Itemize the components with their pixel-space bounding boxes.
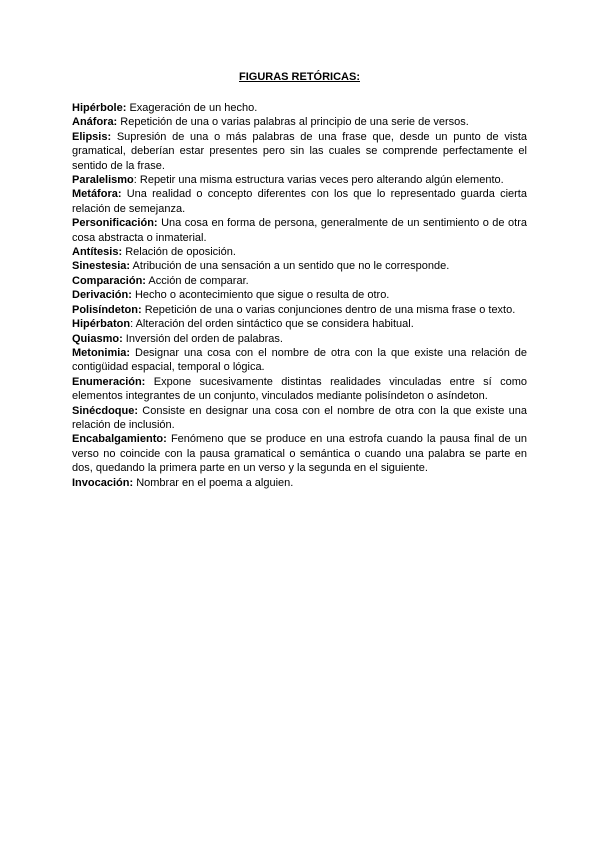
term: Anáfora: xyxy=(72,116,118,129)
definition-entry xyxy=(72,130,527,173)
term: Antítesis: xyxy=(72,246,123,259)
term: Paralelismo xyxy=(72,174,134,187)
term: Derivación: xyxy=(72,289,132,302)
term: Quiasmo: xyxy=(72,332,123,345)
definition: Una realidad o concepto diferentes con los que lo representado guarda cierta relación de semejanza. xyxy=(72,188,527,215)
definition-entry xyxy=(72,259,527,273)
document-page xyxy=(72,70,527,490)
definition-entry xyxy=(72,375,527,404)
document-title: FIGURAS RETÓRICAS: xyxy=(239,71,360,83)
definition-entry xyxy=(72,476,527,490)
definition: Una cosa en forma de persona, generalmente de un sentimiento o de otra cosa abstracta o inmaterial. xyxy=(72,217,527,244)
definition: Relación de oposición. xyxy=(125,246,236,259)
definition: Designar una cosa con el nombre de otra con la que existe una relación de contigüidad espacial, temporal o lógica. xyxy=(72,346,527,374)
definition-entry xyxy=(72,216,527,245)
definition-entry xyxy=(72,432,527,475)
term: Sinécdoque: xyxy=(72,404,139,417)
definition: Repetición de una o varias palabras al principio de una serie de versos. xyxy=(120,116,469,129)
definition-entry xyxy=(72,115,527,129)
definition-entry xyxy=(72,187,527,216)
term: Metáfora: xyxy=(72,188,122,201)
definition-entry xyxy=(72,317,527,331)
term: Encabalgamiento: xyxy=(72,433,167,446)
term: Sinestesia: xyxy=(72,260,131,273)
term: Comparación: xyxy=(72,274,146,287)
term: Invocación: xyxy=(72,476,134,489)
definition: Exageración de un hecho. xyxy=(129,102,258,114)
definition: Fenómeno que se produce en una estrofa cuando la pausa final de un verso no coincide con la pausa gramatical o semántica o cuando una palabra se parte en dos, quedando la primera parte en un verso y la segunda en el siguiente. xyxy=(72,433,527,475)
definition: : Repetir una misma estructura varias veces pero alterando algún elemento. xyxy=(133,174,504,187)
term: Polisíndeton: xyxy=(72,303,142,316)
term: Metonimia: xyxy=(72,346,131,359)
definition: : Alteración del orden sintáctico que se considera habitual. xyxy=(130,318,414,331)
definition-entry xyxy=(72,346,527,375)
definition-entry xyxy=(72,303,527,317)
definition: Nombrar en el poema a alguien. xyxy=(136,476,294,489)
term: Hipérbaton xyxy=(72,318,131,331)
definition: Atribución de una sensación a un sentido que no le corresponde. xyxy=(132,260,450,273)
definition-entry xyxy=(72,274,527,288)
definition-entry xyxy=(72,288,527,302)
term: Hipérbole: xyxy=(72,102,127,114)
definitions-list xyxy=(72,101,527,490)
term: Personificación: xyxy=(72,217,158,230)
term: Enumeración: xyxy=(72,375,146,388)
definition: Consiste en designar una cosa con el nombre de otra con la que existe una relación de inclusión. xyxy=(72,404,528,431)
definition-entry xyxy=(72,404,527,433)
definition-entry xyxy=(72,173,527,187)
term: Elipsis: xyxy=(72,130,112,143)
definition: Expone sucesivamente distintas realidades vinculadas entre sí como elementos integrantes de un conjunto, vinculados mediante polisíndeton o asíndeton. xyxy=(72,375,527,403)
definition: Inversión del orden de palabras. xyxy=(125,332,283,345)
definition: Hecho o acontecimiento que sigue o resulta de otro. xyxy=(134,289,390,302)
definition-entry xyxy=(72,332,527,346)
definition-entry xyxy=(72,245,527,259)
definition: Supresión de una o más palabras de una frase que, desde un punto de vista gramatical, deberían estar presentes pero sin las cuales se comprende perfectamente el sentido de la frase. xyxy=(72,130,527,172)
definition-entry xyxy=(72,101,527,115)
definition: Repetición de una o varias conjunciones dentro de una misma frase o texto. xyxy=(144,303,516,316)
definition: Acción de comparar. xyxy=(148,274,249,287)
